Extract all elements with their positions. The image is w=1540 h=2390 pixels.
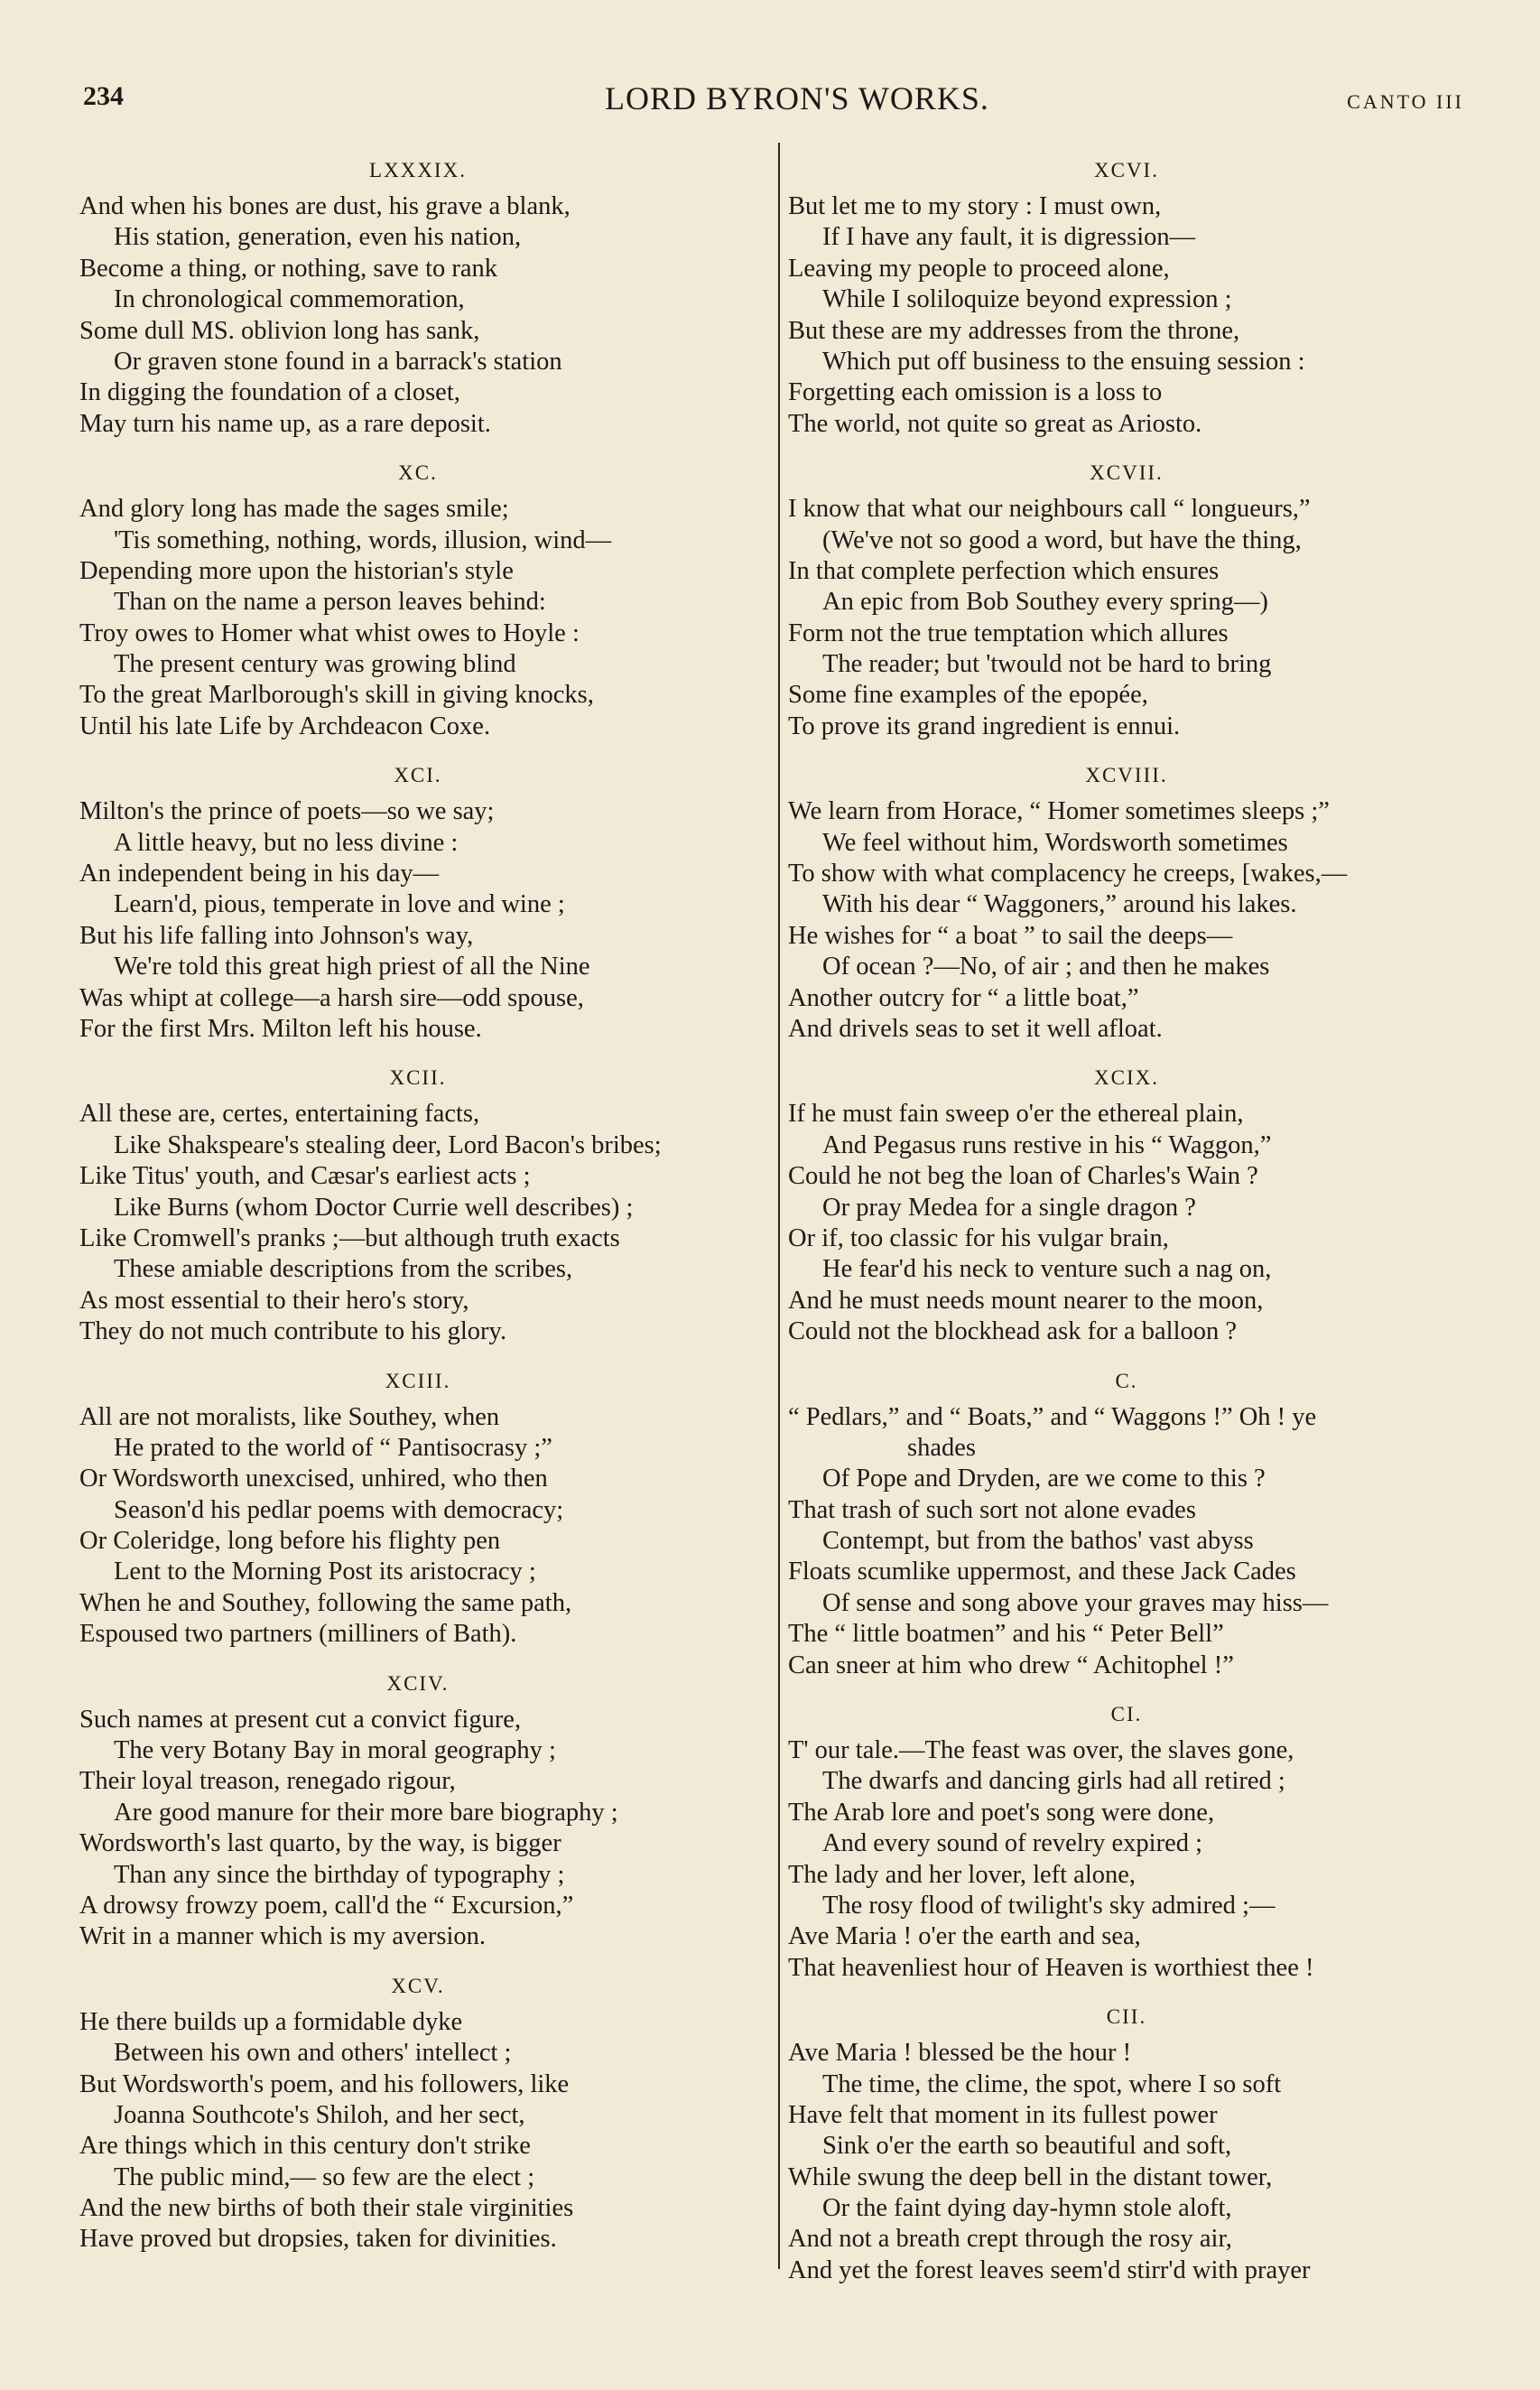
verse-line: And the new births of both their stale virginities: [79, 2194, 574, 2223]
verse-line: Of ocean ?—No, of air ; and then he makes: [822, 953, 1270, 981]
verse-line: His station, generation, even his nation,: [114, 223, 522, 252]
verse-line: Such names at present cut a convict figure,: [79, 1705, 522, 1734]
verse-line: And every sound of revelry expired ;: [822, 1829, 1203, 1858]
verse-line: (We've not so good a word, but have the thing,: [822, 525, 1302, 554]
stanza-number: XCIII.: [385, 1369, 451, 1392]
verse-line: Season'd his pedlar poems with democracy;: [114, 1495, 564, 1524]
verse-line: The time, the clime, the spot, where I so soft: [822, 2069, 1282, 2098]
verse-line: And glory long has made the sages smile;: [79, 495, 509, 524]
right-column: [788, 137, 1465, 2286]
verse-line: Another outcry for “ a little boat,”: [788, 983, 1139, 1012]
verse-line: I know that what our neighbours call “ longueurs,”: [788, 495, 1311, 524]
verse-line: Have proved but dropsies, taken for divinities.: [79, 2225, 557, 2254]
page-header: [83, 74, 1464, 119]
verse-line: The reader; but 'twould not be hard to bring: [822, 650, 1272, 679]
verse-line: When he and Southey, following the same path,: [79, 1588, 572, 1617]
verse-line: Could he not beg the loan of Charles's Wain ?: [788, 1162, 1258, 1191]
verse-line: Troy owes to Homer what whist owes to Hoyle :: [79, 618, 580, 647]
verse-line: Leaving my people to proceed alone,: [788, 254, 1170, 283]
verse-line: An epic from Bob Southey every spring—): [822, 588, 1268, 617]
verse-line: Or Wordsworth unexcised, unhired, who then: [79, 1465, 548, 1493]
verse-line: Wordsworth's last quarto, by the way, is bigger: [79, 1829, 561, 1858]
verse-line: To show with what complacency he creeps, [wakes,—: [788, 860, 1348, 888]
verse-line: In that complete perfection which ensures: [788, 556, 1220, 585]
verse-line: Are good manure for their more bare biography ;: [114, 1798, 618, 1827]
verse-line: A drowsy frowzy poem, call'd the “ Excursion,”: [79, 1891, 574, 1920]
verse-line: But let me to my story : I must own,: [788, 192, 1162, 220]
verse-line: Until his late Life by Archdeacon Coxe.: [79, 711, 491, 740]
verse-line: Become a thing, or nothing, save to rank: [79, 254, 498, 283]
verse-line: Of Pope and Dryden, are we come to this ?: [822, 1465, 1266, 1493]
verse-line: All are not moralists, like Southey, when: [79, 1402, 500, 1431]
verse-line: If he must fain sweep o'er the ethereal plain,: [788, 1100, 1244, 1129]
verse-line: Floats scumlike uppermost, and these Jack Cades: [788, 1558, 1296, 1586]
verse-line: Ave Maria ! o'er the earth and sea,: [788, 1922, 1141, 1951]
verse-line: With his dear “ Waggoners,” around his lakes.: [822, 890, 1297, 919]
verse-line: All these are, certes, entertaining facts,: [79, 1100, 480, 1129]
stanza-number: CII.: [1106, 2005, 1147, 2029]
page-number: 234: [83, 81, 124, 111]
verse-line: Forgetting each omission is a loss to: [788, 378, 1163, 407]
verse-line: The present century was growing blind: [114, 650, 516, 679]
verse-line: These amiable descriptions from the scribes,: [114, 1255, 573, 1284]
verse-line: For the first Mrs. Milton left his house.: [79, 1014, 482, 1043]
verse-line: Or pray Medea for a single dragon ?: [822, 1193, 1196, 1222]
stanza-number: XCVI.: [1094, 159, 1159, 181]
verse-line: Like Titus' youth, and Cæsar's earliest acts ;: [79, 1162, 531, 1191]
stanza-number: XCVII.: [1090, 461, 1164, 485]
verse-line: A little heavy, but no less divine :: [114, 828, 459, 857]
verse-line: And yet the forest leaves seem'd stirr'd with prayer: [788, 2255, 1311, 2284]
verse-line: Than on the name a person leaves behind:: [114, 588, 546, 617]
verse-line: Some dull MS. oblivion long has sank,: [79, 316, 480, 345]
verse-line: T' our tale.—The feast was over, the slaves gone,: [788, 1736, 1294, 1765]
stanza-number: XCII.: [389, 1066, 447, 1090]
verse-line: He there builds up a formidable dyke: [79, 2007, 463, 2036]
verse-line: “ Pedlars,” and “ Boats,” and “ Waggons !” Oh ! ye: [788, 1402, 1317, 1431]
stanza-number: XCIX.: [1094, 1066, 1159, 1090]
verse-line: Joanna Southcote's Shiloh, and her sect,: [114, 2100, 525, 2129]
verse-line: While swung the deep bell in the distant tower,: [788, 2162, 1273, 2191]
verse-line: Which put off business to the ensuing session :: [822, 347, 1305, 376]
verse-line: That heavenliest hour of Heaven is worthiest thee !: [788, 1953, 1314, 1982]
verse-line: To prove its grand ingredient is ennui.: [788, 711, 1181, 740]
verse-line: Like Shakspeare's stealing deer, Lord Bacon's bribes;: [114, 1130, 662, 1159]
column-divider: [778, 143, 780, 2269]
verse-line: He fear'd his neck to venture such a nag on,: [822, 1255, 1272, 1284]
verse-line: They do not much contribute to his glory.: [79, 1317, 507, 1346]
verse-line: Form not the true temptation which allures: [788, 618, 1229, 647]
verse-line: He wishes for “ a boat ” to sail the deeps—: [788, 921, 1233, 950]
verse-line: And not a breath crept through the rosy air,: [788, 2225, 1232, 2254]
verse-line: And drivels seas to set it well afloat.: [788, 1014, 1163, 1043]
verse-line: Or graven stone found in a barrack's station: [114, 347, 562, 376]
stanza-number: LXXXIX.: [369, 159, 467, 181]
verse-line: Can sneer at him who drew “ Achitophel !”: [788, 1651, 1234, 1679]
verse-line: While I soliloquize beyond expression ;: [822, 285, 1232, 314]
verse-line: And Pegasus runs restive in his “ Waggon,”: [822, 1130, 1272, 1159]
stanza-number: XCVIII.: [1085, 764, 1168, 787]
verse-line: Learn'd, pious, temperate in love and wine ;: [114, 890, 565, 919]
verse-line: To the great Marlborough's skill in giving knocks,: [79, 681, 594, 710]
verse-line: Their loyal treason, renegado rigour,: [79, 1767, 456, 1796]
verse-line: The “ little boatmen” and his “ Peter Bell”: [788, 1620, 1224, 1649]
verse-line: The world, not quite so great as Ariosto.: [788, 409, 1202, 438]
verse-line: But his life falling into Johnson's way,: [79, 921, 474, 950]
verse-line: Could not the blockhead ask for a balloon ?: [788, 1317, 1238, 1346]
verse-line: The very Botany Bay in moral geography ;: [114, 1736, 556, 1765]
verse-line: Contempt, but from the bathos' vast abyss: [822, 1527, 1254, 1556]
verse-line: May turn his name up, as a rare deposit.: [79, 409, 491, 438]
verse-line: But these are my addresses from the throne,: [788, 316, 1240, 345]
verse-line: Some fine examples of the epopée,: [788, 681, 1148, 710]
verse-line: In digging the foundation of a closet,: [79, 378, 460, 407]
verse-line: But Wordsworth's poem, and his followers, like: [79, 2069, 570, 2098]
stanza-number: C.: [1115, 1369, 1138, 1392]
verse-line: Or if, too classic for his vulgar brain,: [788, 1223, 1169, 1252]
verse-line: Espoused two partners (milliners of Bath).: [79, 1620, 517, 1649]
verse-line: Like Cromwell's pranks ;—but although truth exacts: [79, 1223, 620, 1252]
verse-line: We learn from Horace, “ Homer sometimes sleeps ;”: [788, 797, 1330, 826]
verse-line: As most essential to their hero's story,: [79, 1286, 469, 1315]
verse-line: The Arab lore and poet's song were done,: [788, 1798, 1215, 1827]
stanza-number: CI.: [1110, 1703, 1143, 1726]
verse-line: We're told this great high priest of all the Nine: [114, 953, 590, 981]
verse-line: And when his bones are dust, his grave a blank,: [79, 192, 571, 220]
verse-line: An independent being in his day—: [79, 860, 440, 888]
stanza-number: XCIV.: [386, 1671, 450, 1695]
verse-line: Depending more upon the historian's style: [79, 556, 514, 585]
verse-line: That trash of such sort not alone evades: [788, 1495, 1196, 1524]
left-column: [79, 137, 756, 2255]
verse-line: If I have any fault, it is digression—: [822, 223, 1196, 252]
verse-line: 'Tis something, nothing, words, illusion, wind—: [114, 525, 612, 554]
verse-line: shades: [907, 1433, 976, 1462]
verse-line: Like Burns (whom Doctor Currie well describes) ;: [114, 1193, 634, 1222]
verse-line: And he must needs mount nearer to the moon,: [788, 1286, 1264, 1315]
verse-line: In chronological commemoration,: [114, 285, 465, 314]
verse-line: The rosy flood of twilight's sky admired ;—: [822, 1891, 1276, 1920]
verse-line: Or the faint dying day-hymn stole aloft,: [822, 2194, 1232, 2223]
verse-line: Than any since the birthday of typography ;: [114, 1860, 565, 1889]
verse-line: Ave Maria ! blessed be the hour !: [788, 2039, 1132, 2068]
verse-line: Sink o'er the earth so beautiful and soft,: [822, 2132, 1232, 2161]
verse-line: Lent to the Morning Post its aristocracy ;: [114, 1558, 536, 1586]
canto-label: CANTO III: [1347, 90, 1464, 113]
verse-line: Writ in a manner which is my aversion.: [79, 1922, 486, 1951]
stanza-number: XC.: [398, 461, 438, 485]
verse-line: Or Coleridge, long before his flighty pen: [79, 1527, 501, 1556]
verse-line: Of sense and song above your graves may hiss—: [822, 1588, 1329, 1617]
verse-line: Between his own and others' intellect ;: [114, 2039, 512, 2068]
verse-line: We feel without him, Wordsworth sometimes: [822, 828, 1288, 857]
verse-line: He prated to the world of “ Pantisocrasy ;”: [114, 1433, 552, 1462]
verse-line: The dwarfs and dancing girls had all retired ;: [822, 1767, 1285, 1796]
stanza-number: XCI.: [394, 764, 442, 787]
stanza-number: XCV.: [391, 1974, 445, 1997]
verse-line: Milton's the prince of poets—so we say;: [79, 797, 495, 826]
verse-line: The public mind,— so few are the elect ;: [114, 2162, 535, 2191]
verse-line: The lady and her lover, left alone,: [788, 1860, 1136, 1889]
verse-line: Are things which in this century don't strike: [79, 2132, 531, 2161]
verse-line: Was whipt at college—a harsh sire—odd spouse,: [79, 983, 584, 1012]
running-title: LORD BYRON'S WORKS.: [605, 80, 989, 116]
verse-line: Have felt that moment in its fullest power: [788, 2100, 1218, 2129]
